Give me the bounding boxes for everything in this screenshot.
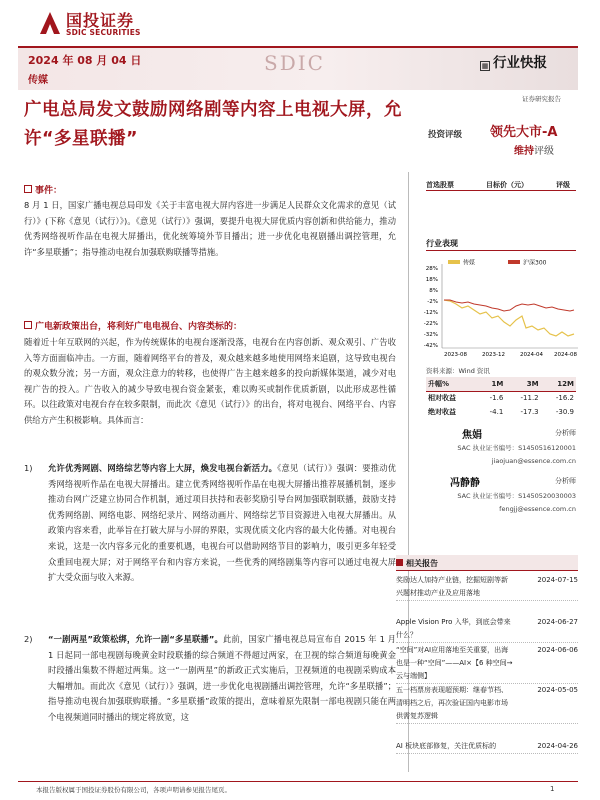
performance-chart xyxy=(408,256,588,368)
banner-watermark: SDIC xyxy=(264,51,325,75)
legend-swatch-media xyxy=(448,260,460,264)
ytick: -22% xyxy=(423,321,438,327)
analyst-cert: SAC 执业证书编号：S1450516120001 xyxy=(457,444,576,452)
ytick: 28% xyxy=(425,266,438,272)
legend-media: 传媒 xyxy=(463,259,476,267)
xtick: 2023-12 xyxy=(482,352,505,358)
perf-header: 升幅% xyxy=(426,377,477,391)
company-logo xyxy=(38,8,198,40)
series-media xyxy=(444,300,574,336)
analyst-role: 分析师 xyxy=(555,477,576,485)
perf-header: 1M xyxy=(477,377,505,391)
ytick: -2% xyxy=(427,299,438,305)
ytick: -12% xyxy=(423,310,438,316)
policy-text: 随着近十年互联网的兴起，作为传统媒体的电视台逐渐没落，电视台在内容创新、观众观引、广告收入等方面面临冲击。一方面，随着网络平台的普及，观众越来越多地使用网络来追剧，这导致电视台的观众数分流；另一方面，观众注意力的转移，也使得广告主越来越多的投向新媒体渠道，减少对电视广告的投入。广告收入的减少导致电视台资金紧张，难以购买或制作优质新剧，以此形成恶性循环。以往政策对电视台存在较多限制，而此次《意见（试行）》的出台，将对电视台、网络平台、内容供给方产生积极影响。具体而言： xyxy=(24,337,396,425)
related-report-item[interactable]: 五一档票房表现超预期：继春节档、清明档之后，再次验证国内电影市场供需复苏逻辑 2024-05-05 xyxy=(396,684,578,724)
point-1-number: 1) xyxy=(24,463,33,473)
footer-disclaimer: 本报告版权属于国投证券股份有限公司，各项声明请参见报告尾页。 xyxy=(36,786,231,794)
report-sector: 传媒 xyxy=(28,75,48,86)
performance-table xyxy=(426,377,576,419)
rating-change: 维持评级 xyxy=(514,146,554,157)
analyst-name: 冯静静 xyxy=(450,478,480,489)
point-1-text: 《意见（试行）》强调：要推动优秀网络视听作品在电视大屏播出。建立优秀网络视听作品在电视大屏播出推荐展播机制，逐步推动台网广泛建立协同合作机制，通过项目扶持和表彰奖励引导台网加强联制联播，鼓励支持优秀网络剧、网络电影、网络纪录片、网络动画片、网络综艺节目资源进入电视大屏播出。从政策内容来看，此举旨在打破大屏与小屏的界限，实现优质文化内容的最大化传播。对电视台来说，这是一次内容多元化的重要机遇，电视台可以借助网络节目的影响力，吸引更多年轻受众重回电视大屏；对于网络平台和内容方来说，一些优秀的网络剧集等内容可以通过电视大屏扩大受众面与收入来源。 xyxy=(48,463,396,583)
series-hs300 xyxy=(444,300,574,311)
report-type-icon: ▦ xyxy=(481,62,489,70)
point-2 xyxy=(48,632,396,726)
analyst-name: 焦娟 xyxy=(462,430,482,441)
analyst-role: 分析师 xyxy=(555,429,576,437)
logo-text-cn: 国投证券 xyxy=(66,11,135,30)
ytick: -42% xyxy=(423,343,438,349)
ytick: 18% xyxy=(425,277,438,283)
page-number: 1 xyxy=(550,785,555,793)
xtick: 2023-08 xyxy=(444,352,467,358)
xtick: 2024-04 xyxy=(520,352,543,358)
legend-swatch-hs300 xyxy=(508,260,520,264)
event-heading: 事件： xyxy=(24,183,62,196)
event-text: 8 月 1 日，国家广播电视总局印发《关于丰富电视大屏内容进一步满足人民群众文化需求的意见（试行）》(下称《意见（试行）》)。《意见（试行）》强调，要提升电视大屏优质内容创新和供给能力，推动优秀网络视听作品在电视大屏播出，优化统筹境外节目播出；进一步优化电视剧播出调控管理，允许“多星联播”；指导推动电视台加强联购联播等措施。 xyxy=(24,200,396,257)
point-2-number: 2) xyxy=(24,634,33,644)
point-1 xyxy=(48,461,396,586)
point-1-heading: 允许优秀网剧、网络综艺等内容上大屏，煥发电视台新活力。 xyxy=(48,463,278,473)
analyst-cert: SAC 执业证书编号：S1450520030003 xyxy=(457,492,576,500)
report-type: ▦ 行业快报 xyxy=(481,55,547,71)
legend-hs300: 沪深300 xyxy=(523,259,547,267)
related-report-item[interactable]: 奖励达人加持产业链，挖掘短剧等新兴题材推动产业及应用落地 2024-07-15 xyxy=(396,574,578,601)
ytick: -32% xyxy=(423,332,438,338)
rating-label: 投资评级 xyxy=(428,130,463,140)
analyst-email[interactable]: fengjj@essence.com.cn xyxy=(499,505,576,513)
org-label: 证券研究报告 xyxy=(522,95,561,103)
perf-header: 12M xyxy=(541,377,576,391)
page-title: 广电总局发文鼓励网络剧等内容上电视大屏，允许“多星联播” xyxy=(24,100,402,149)
table-row: 相对收益 -1.6 -11.2 -16.2 xyxy=(428,394,574,403)
trend-title-rule xyxy=(426,250,576,251)
analyst-card xyxy=(426,474,576,513)
analyst-card xyxy=(426,426,576,465)
report-date: 2024 年 08 月 04 日 xyxy=(28,54,142,67)
ytick: 8% xyxy=(429,288,438,294)
logo-mark-icon xyxy=(38,10,62,36)
related-report-item[interactable]: “空间”对AI应用落地至关重要，出海也是一种“空间”——AI×【6 种空间→云与端侧】 2024-06-06 xyxy=(396,644,578,684)
related-report-item[interactable]: AI 板块底部修复，关注优质标的 2024-04-26 xyxy=(396,740,578,754)
related-report-item[interactable]: Apple Vision Pro 入华，到底会带来什么？ 2024-06-27 xyxy=(396,616,578,643)
point-2-text: 此前，国家广播电视总局宣布自 2015 年 1 月 1 日起同一部电视剧每晚黄金时段联播的综合频道不得超过两家，在卫视的综合频道每晚黄金时段播出集数不得超过两集。这一“一剧两星”的新政正式实施后，卫视频道的电视剧采购成本大幅增加。而此次《意见（试行）》强调，进一步优化电视剧播出调控管理，允许“多星联播”；指导推动电视台加强联购联播。“多星联播”政策的提出，意味着原先限制一部电视剧只能在两个电视频道同时播出的规定将放宽，这 xyxy=(48,634,396,722)
chart-source: 资料来源：Wind 资讯 xyxy=(426,367,490,375)
logo-text-en: SDIC SECURITIES xyxy=(66,28,141,37)
footer-rule xyxy=(18,781,578,782)
table-row: 绝对收益 -4.1 -17.3 -30.9 xyxy=(428,408,574,416)
policy-heading: 广电新政策出台，将利好广电电视台、内容类标的： xyxy=(24,319,242,332)
related-reports-heading: 相关报告 xyxy=(396,555,578,571)
point-2-heading: “一剧两星”政策松绑，允许一剧“多星联播”。 xyxy=(48,634,223,644)
xtick: 2024-08 xyxy=(554,352,577,358)
rating-value: 领先大市-A xyxy=(490,125,558,140)
stock-pick-header: 首选股票 目标价（元） 评级 xyxy=(426,177,576,191)
trend-title: 行业表现 xyxy=(426,239,458,248)
analyst-email[interactable]: jiaojuan@essence.com.cn xyxy=(491,457,576,465)
perf-header: 3M xyxy=(505,377,540,391)
